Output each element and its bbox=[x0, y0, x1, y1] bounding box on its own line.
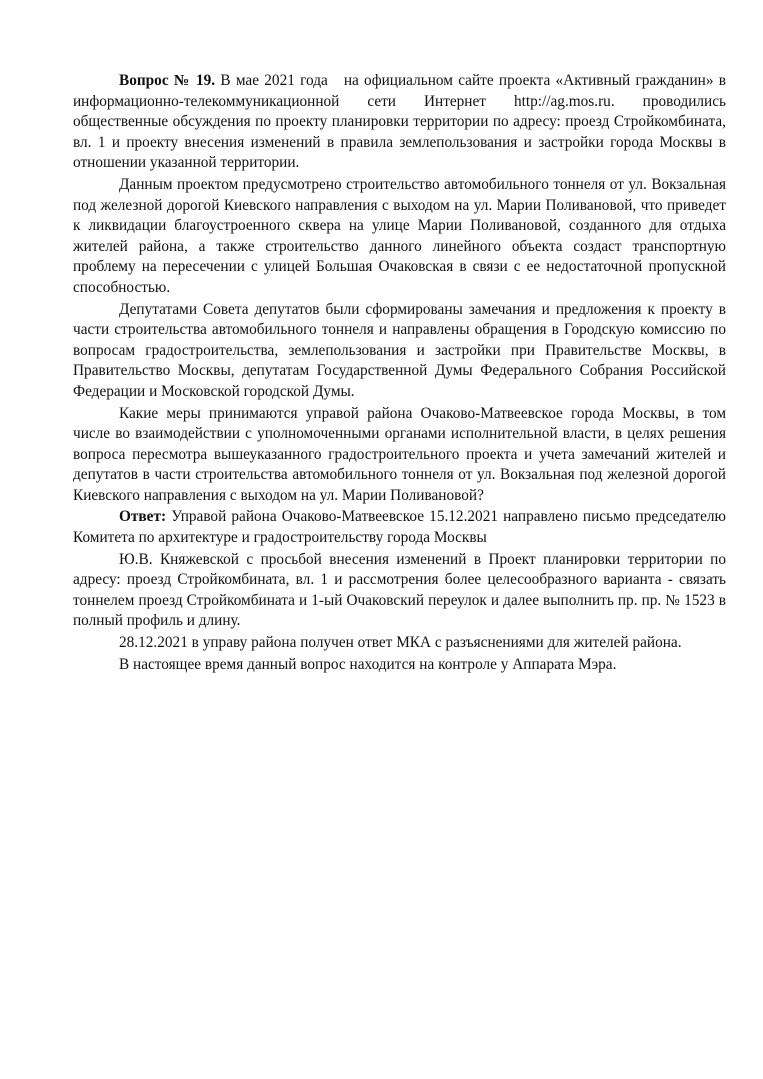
answer-detail-paragraph: Ю.В. Княжевской с просьбой внесения изменений в Проект планировки территории по адресу: проезд Стройкомбината, вл. 1 и рассмотрения более целесообразного варианта - связать тоннелем проезд Стройкомбината и 1-ый Очаковский переулок и далее выполнить пр. пр. № 1523 в полный профиль и длину. bbox=[73, 550, 726, 630]
question-text-start: В мае 2021 года bbox=[220, 72, 328, 89]
project-description-paragraph: Данным проектом предусмотрено строительство автомобильного тоннеля от ул. Вокзальная под железной дорогой Киевского направления с выходом на ул. Марии Поливановой, что приведет к ликвидации благоустроенного сквера на улице Марии Поливановой, созданного для отдыха жителей района, а также строительство данного линейного объекта создаст транспортную проблему на пересечении с улицей Большая Очаковская в связи с ее недостаточной пропускной способностью. bbox=[73, 175, 726, 296]
deputies-paragraph: Депутатами Совета депутатов были сформированы замечания и предложения к проекту в части строительства автомобильного тоннеля и направлены обращения в Городскую комиссию по вопросам градостроительства, землепользования и застройки при Правительстве Москвы, в Правительство Москвы, депутатам Государственной Думы Федерального Собрания Российской Федерации и Московской городской Думы. bbox=[73, 300, 726, 400]
answer-paragraph bbox=[73, 507, 726, 548]
question-label: Вопрос № 19. bbox=[119, 72, 216, 89]
answer-text: Управой района Очаково-Матвеевское 15.12.2021 направлено письмо председателю Комитета по архитектуре и градостроительству города Москвы bbox=[73, 508, 726, 547]
question-paragraph bbox=[73, 71, 726, 174]
question-text-rest: на официальном сайте проекта «Активный гражданин» в информационно-телекоммуникационной сети Интернет http://ag.mos.ru. проводились общественные обсуждения по проекту планировки территории по адресу: проезд Стройкомбината, вл. 1 и проекту внесения изменений в правила землепользования и застройки города Москвы в отношении указанной территории. bbox=[73, 72, 726, 172]
mka-response-paragraph: 28.12.2021 в управу района получен ответ МКА с разъяснениями для жителей района. bbox=[119, 634, 682, 652]
control-status-paragraph: В настоящее время данный вопрос находится на контроле у Аппарата Мэра. bbox=[119, 655, 617, 673]
question-measures-paragraph: Какие меры принимаются управой района Очаково-Матвеевское города Москвы, в том числе во взаимодействии с уполномоченными органами исполнительной власти, в целях решения вопроса пересмотра вышеуказанного градостроительного проекта и учета замечаний жителей и депутатов в части строительства автомобильного тоннеля от ул. Вокзальная под железной дорогой Киевского направления с выходом на ул. Марии Поливановой? bbox=[73, 404, 726, 504]
answer-label: Ответ: bbox=[119, 508, 167, 526]
